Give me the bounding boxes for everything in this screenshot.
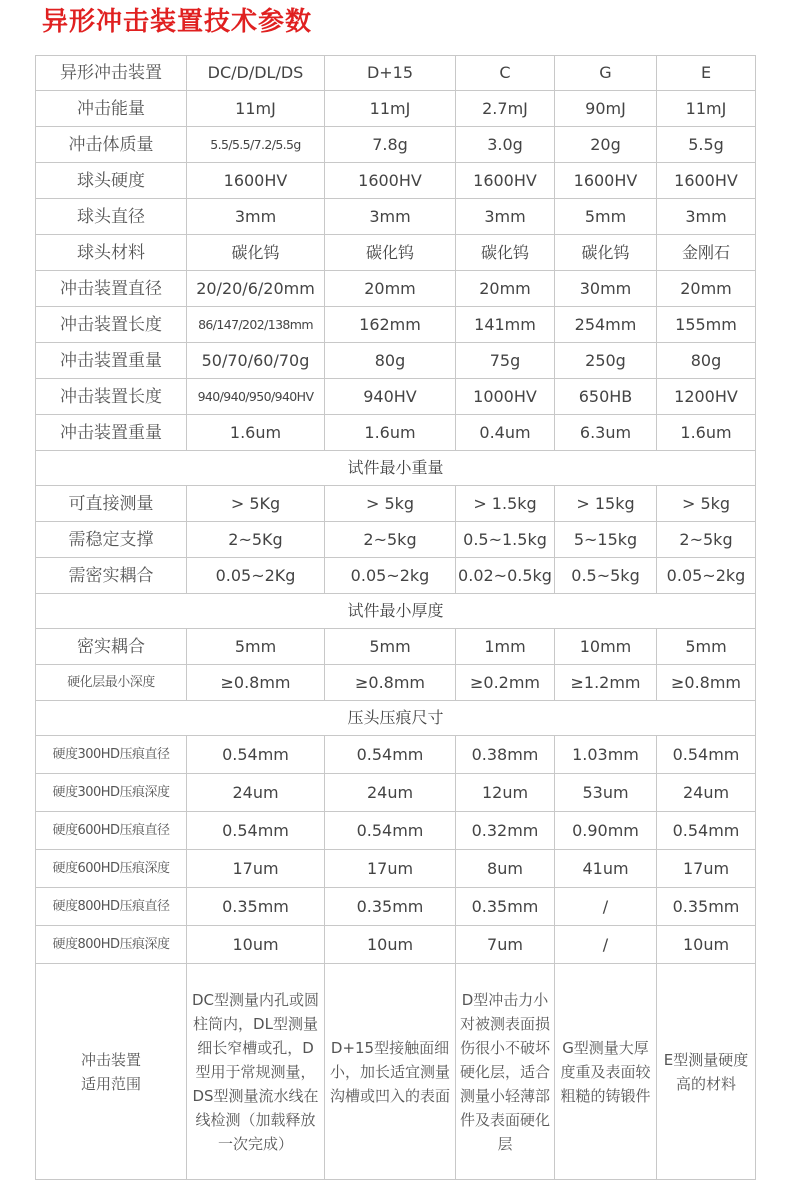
value-cell: 碳化钨 [325, 235, 456, 271]
value-cell: 53um [555, 774, 657, 812]
spec-row [36, 91, 756, 127]
value-cell: 2~5Kg [187, 522, 325, 558]
value-cell: 0.5~1.5kg [456, 522, 555, 558]
value-cell: > 5kg [657, 486, 756, 522]
min-weight-row [36, 522, 756, 558]
value-cell: 80g [657, 343, 756, 379]
min-thickness-row [36, 629, 756, 665]
value-cell: ≥1.2mm [555, 665, 657, 701]
value-cell: 20mm [657, 271, 756, 307]
indent-row [36, 812, 756, 850]
value-cell: 12um [456, 774, 555, 812]
value-cell: 11mJ [187, 91, 325, 127]
row-label: 球头硬度 [36, 163, 187, 199]
min-weight-row [36, 486, 756, 522]
value-cell: 0.4um [456, 415, 555, 451]
value-cell: 1.6um [325, 415, 456, 451]
spec-row [36, 307, 756, 343]
header-model-cell: E [657, 56, 756, 91]
value-cell: 3mm [456, 199, 555, 235]
value-cell: 1000HV [456, 379, 555, 415]
value-cell: 5mm [555, 199, 657, 235]
header-label-cell: 异形冲击装置 [36, 56, 187, 91]
value-cell: ≥0.2mm [456, 665, 555, 701]
value-cell: 1600HV [456, 163, 555, 199]
value-cell: 0.05~2kg [325, 558, 456, 594]
value-cell: 80g [325, 343, 456, 379]
value-cell: 0.35mm [657, 888, 756, 926]
row-label: 冲击装置重量 [36, 415, 187, 451]
section-heading-row [36, 451, 756, 486]
value-cell: 0.54mm [325, 736, 456, 774]
value-cell: 1600HV [555, 163, 657, 199]
value-cell: 0.05~2Kg [187, 558, 325, 594]
value-cell: 24um [657, 774, 756, 812]
value-cell: 1600HV [187, 163, 325, 199]
value-cell: 5mm [325, 629, 456, 665]
value-cell: 50/70/60/70g [187, 343, 325, 379]
value-cell: 1mm [456, 629, 555, 665]
value-cell: 155mm [657, 307, 756, 343]
row-label: 硬度300HD压痕深度 [36, 774, 187, 812]
row-label: 冲击装置重量 [36, 343, 187, 379]
usage-description: D型冲击力小对被测表面损伤很小不破坏硬化层，适合测量小轻薄部件及表面硬化层 [456, 964, 555, 1180]
value-cell: 3mm [325, 199, 456, 235]
value-cell: 0.5~5kg [555, 558, 657, 594]
row-label: 密实耦合 [36, 629, 187, 665]
indent-row [36, 888, 756, 926]
indent-row [36, 736, 756, 774]
value-cell: 3mm [187, 199, 325, 235]
value-cell: 碳化钨 [187, 235, 325, 271]
value-cell: 0.32mm [456, 812, 555, 850]
section-heading-row [36, 701, 756, 736]
value-cell: 1600HV [657, 163, 756, 199]
spec-row [36, 199, 756, 235]
value-cell: 碳化钨 [555, 235, 657, 271]
row-label: 可直接测量 [36, 486, 187, 522]
value-cell: 17um [325, 850, 456, 888]
value-cell: ≥0.8mm [657, 665, 756, 701]
value-cell: 11mJ [325, 91, 456, 127]
value-cell: 5.5/5.5/7.2/5.5g [187, 127, 325, 163]
value-cell: 0.90mm [555, 812, 657, 850]
header-model-cell: D+15 [325, 56, 456, 91]
usage-label: 冲击装置 适用范围 [36, 964, 187, 1180]
value-cell: 17um [657, 850, 756, 888]
indent-row [36, 850, 756, 888]
min-weight-row [36, 558, 756, 594]
spec-row [36, 127, 756, 163]
value-cell: 0.54mm [657, 736, 756, 774]
row-label: 硬度600HD压痕直径 [36, 812, 187, 850]
spec-table-body [36, 56, 756, 1180]
value-cell: 20mm [325, 271, 456, 307]
value-cell: 0.35mm [456, 888, 555, 926]
value-cell: 10um [187, 926, 325, 964]
value-cell: 0.54mm [657, 812, 756, 850]
spec-row [36, 415, 756, 451]
value-cell: 10um [657, 926, 756, 964]
value-cell: 24um [187, 774, 325, 812]
row-label: 硬化层最小深度 [36, 665, 187, 701]
value-cell: 8um [456, 850, 555, 888]
value-cell: ≥0.8mm [325, 665, 456, 701]
value-cell: 11mJ [657, 91, 756, 127]
row-label: 硬度600HD压痕深度 [36, 850, 187, 888]
value-cell: 0.35mm [325, 888, 456, 926]
spec-row [36, 163, 756, 199]
value-cell: 0.54mm [325, 812, 456, 850]
value-cell: 2~5kg [657, 522, 756, 558]
section-heading: 试件最小厚度 [36, 594, 756, 629]
value-cell: 1.6um [187, 415, 325, 451]
value-cell: 141mm [456, 307, 555, 343]
value-cell: 254mm [555, 307, 657, 343]
section-heading-row [36, 594, 756, 629]
spec-row [36, 379, 756, 415]
value-cell: 1.6um [657, 415, 756, 451]
header-model-cell: C [456, 56, 555, 91]
row-label: 硬度800HD压痕深度 [36, 926, 187, 964]
page-title: 异形冲击装置技术参数 [42, 7, 313, 37]
value-cell: 20mm [456, 271, 555, 307]
value-cell: / [555, 888, 657, 926]
usage-row [36, 964, 756, 1180]
row-label: 冲击能量 [36, 91, 187, 127]
value-cell: 5mm [657, 629, 756, 665]
value-cell: > 5Kg [187, 486, 325, 522]
value-cell: 3.0g [456, 127, 555, 163]
value-cell: > 1.5kg [456, 486, 555, 522]
value-cell: 5.5g [657, 127, 756, 163]
usage-description: DC型测量内孔或圆柱筒内，DL型测量细长窄槽或孔，D型用于常规测量，DS型测量流水线在线检测（加载释放一次完成） [187, 964, 325, 1180]
value-cell: 0.54mm [187, 812, 325, 850]
value-cell: 940HV [325, 379, 456, 415]
value-cell: 2.7mJ [456, 91, 555, 127]
value-cell: 250g [555, 343, 657, 379]
value-cell: 7um [456, 926, 555, 964]
value-cell: 3mm [657, 199, 756, 235]
value-cell: 10mm [555, 629, 657, 665]
value-cell: / [555, 926, 657, 964]
value-cell: > 5kg [325, 486, 456, 522]
value-cell: 1600HV [325, 163, 456, 199]
row-label: 需稳定支撑 [36, 522, 187, 558]
section-heading: 压头压痕尺寸 [36, 701, 756, 736]
section-heading: 试件最小重量 [36, 451, 756, 486]
spec-table [35, 55, 756, 1180]
row-label: 需密实耦合 [36, 558, 187, 594]
value-cell: 75g [456, 343, 555, 379]
row-label: 冲击装置长度 [36, 307, 187, 343]
row-label: 硬度800HD压痕直径 [36, 888, 187, 926]
header-model-cell: G [555, 56, 657, 91]
value-cell: 碳化钨 [456, 235, 555, 271]
value-cell: 1200HV [657, 379, 756, 415]
row-label: 球头直径 [36, 199, 187, 235]
indent-row [36, 774, 756, 812]
spec-row [36, 235, 756, 271]
value-cell: 17um [187, 850, 325, 888]
spec-row [36, 343, 756, 379]
value-cell: 650HB [555, 379, 657, 415]
row-label: 冲击装置直径 [36, 271, 187, 307]
value-cell: 24um [325, 774, 456, 812]
row-label: 硬度300HD压痕直径 [36, 736, 187, 774]
header-model-cell: DC/D/DL/DS [187, 56, 325, 91]
value-cell: 20g [555, 127, 657, 163]
value-cell: 940/940/950/940HV [187, 379, 325, 415]
value-cell: 10um [325, 926, 456, 964]
value-cell: 162mm [325, 307, 456, 343]
value-cell: 2~5kg [325, 522, 456, 558]
row-label: 球头材料 [36, 235, 187, 271]
usage-description: G型测量大厚度重及表面较粗糙的铸锻件 [555, 964, 657, 1180]
value-cell: 0.05~2kg [657, 558, 756, 594]
value-cell: 7.8g [325, 127, 456, 163]
row-label: 冲击装置长度 [36, 379, 187, 415]
value-cell: 0.38mm [456, 736, 555, 774]
header-row [36, 56, 756, 91]
min-thickness-row [36, 665, 756, 701]
value-cell: 30mm [555, 271, 657, 307]
value-cell: 90mJ [555, 91, 657, 127]
value-cell: 20/20/6/20mm [187, 271, 325, 307]
value-cell: 金刚石 [657, 235, 756, 271]
value-cell: 41um [555, 850, 657, 888]
value-cell: ≥0.8mm [187, 665, 325, 701]
usage-description: D+15型接触面细小，加长适宜测量沟槽或凹入的表面 [325, 964, 456, 1180]
indent-row [36, 926, 756, 964]
value-cell: 0.54mm [187, 736, 325, 774]
value-cell: 6.3um [555, 415, 657, 451]
value-cell: 1.03mm [555, 736, 657, 774]
value-cell: 5~15kg [555, 522, 657, 558]
value-cell: 0.02~0.5kg [456, 558, 555, 594]
value-cell: 0.35mm [187, 888, 325, 926]
value-cell: > 15kg [555, 486, 657, 522]
value-cell: 86/147/202/138mm [187, 307, 325, 343]
row-label: 冲击体质量 [36, 127, 187, 163]
spec-row [36, 271, 756, 307]
usage-description: E型测量硬度高的材料 [657, 964, 756, 1180]
value-cell: 5mm [187, 629, 325, 665]
